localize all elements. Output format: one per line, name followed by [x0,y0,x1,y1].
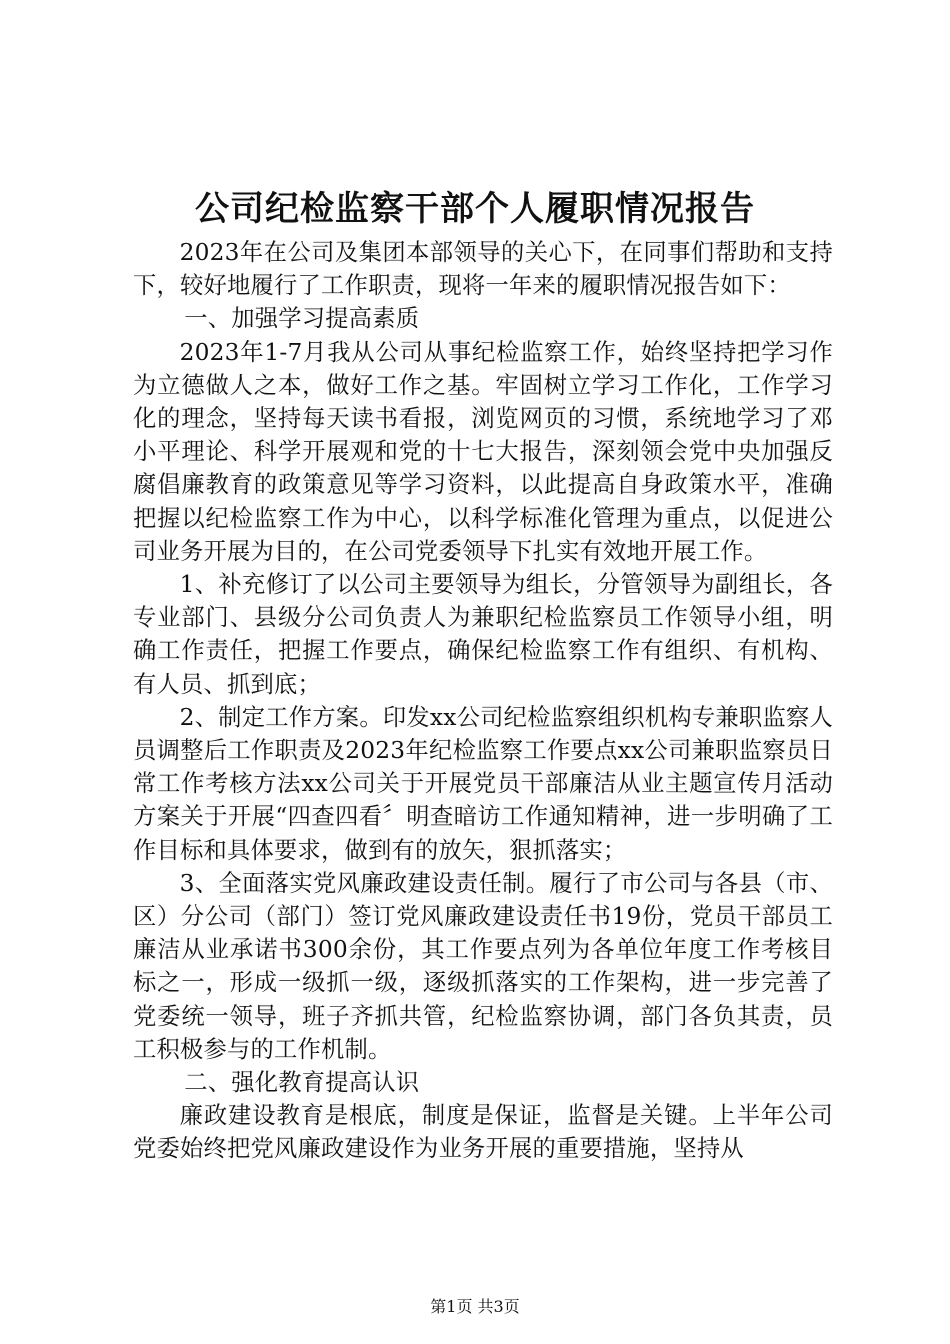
body-paragraph: 2023年1-7月我从公司从事纪检监察工作，始终坚持把学习作为立德做人之本，做好工作之基。牢固树立学习工作化，工作学习化的理念，坚持每天读书看报，浏览网页的习惯，系统地学习了邓小平理论、科学开展观和党的十七大报告，深刻领会党中央加强反腐倡廉教育的政策意见等学习资料，以此提高自身政策水平，准确把握以纪检监察工作为中心，以科学标准化管理为重点，以促进公司业务开展为目的，在公司党委领导下扎实有效地开展工作。 [133,338,833,565]
document-body [133,236,833,1166]
body-paragraph: 廉政建设教育是根底，制度是保证，监督是关键。上半年公司党委始终把党风廉政建设作为业务开展的重要措施，坚持从 [133,1102,833,1163]
section-heading-1: 一、加强学习提高素质 [184,305,420,333]
list-item-2: 2、制定工作方案。印发xx公司纪检监察组织机构专兼职监察人员调整后工作职责及2023年纪检监察工作要点xx公司兼职监察员日常工作考核方法xx公司关于开展党员干部廉洁从业主题宣传月活动方案关于开展“四查四看〞明查暗访工作通知精神，进一步明确了工作目标和具体要求，做到有的放矢，狠抓落实； [133,703,833,864]
list-item-1: 1、补充修订了以公司主要领导为组长，分管领导为副组长，各专业部门、县级分公司负责人为兼职纪检监察员工作领导小组，明确工作责任，把握工作要点，确保纪检监察工作有组织、有机构、有人员、抓到底； [133,571,833,698]
document-title: 公司纪检监察干部个人履职情况报告 [195,189,755,229]
section-heading-2: 二、强化教育提高认识 [184,1069,420,1097]
intro-paragraph: 2023年在公司及集团本部领导的关心下，在同事们帮助和支持下，较好地履行了工作职责，现将一年来的履职情况报告如下： [133,239,833,300]
list-item-3: 3、全面落实党风廉政建设责任制。履行了市公司与各县（市、区）分公司（部门）签订党风廉政建设责任书19份，党员干部员工廉洁从业承诺书300余份，其工作要点列为各单位年度工作考核目标之一，形成一级抓一级，逐级抓落实的工作架构，进一步完善了党委统一领导，班子齐抓共管，纪检监察协调，部门各负其责，员工积极参与的工作机制。 [133,869,833,1063]
page-number-footer: 第1页 共3页 [430,1297,520,1316]
